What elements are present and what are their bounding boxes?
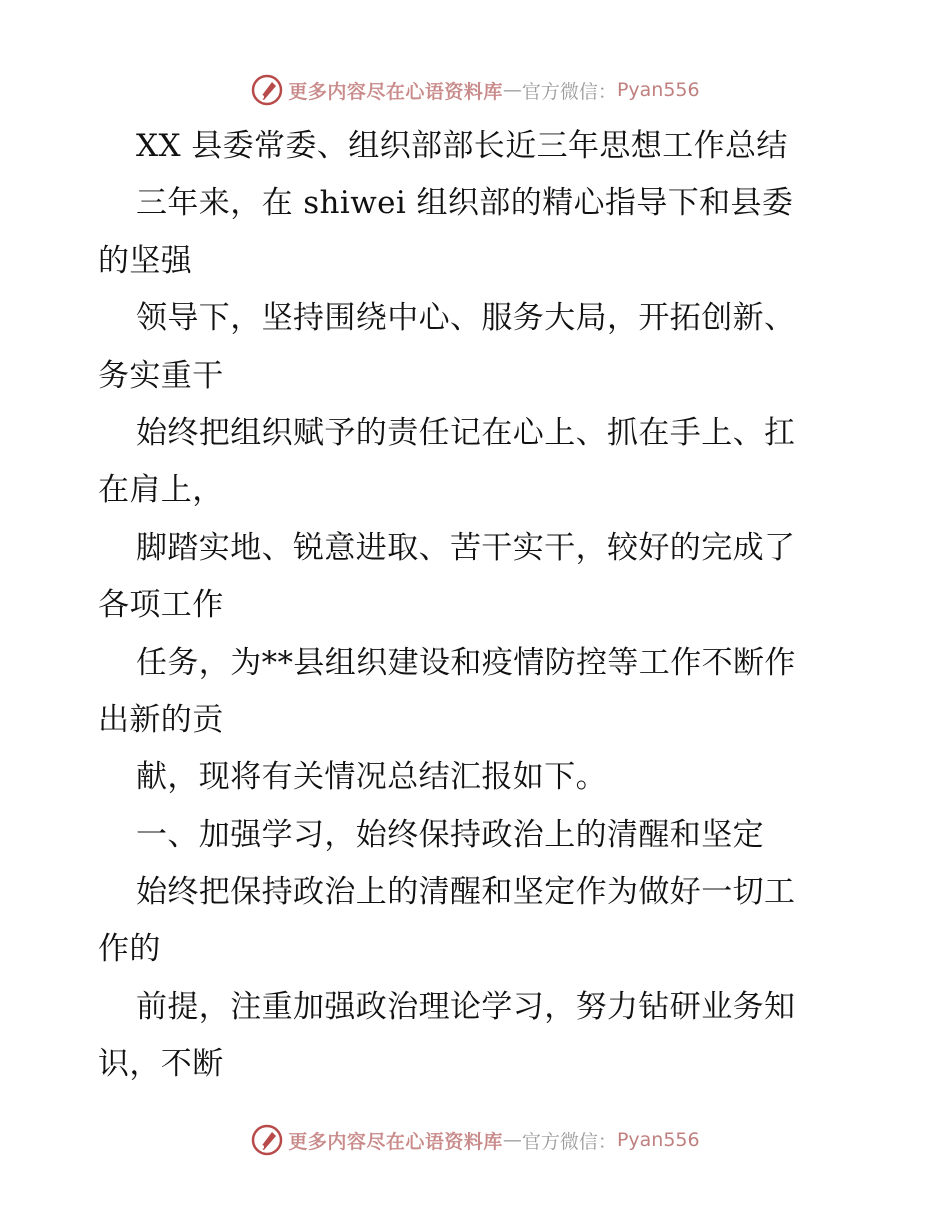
watermark-main-text: 更多内容尽在心语资料库: [288, 1130, 503, 1153]
document-line: 始终把组织赋予的责任记在心上、抓在手上、扛: [136, 414, 796, 451]
document-line: 任务，为**县组织建设和疫情防控等工作不断作: [136, 644, 796, 681]
watermark-wechat-id: Pyan556: [616, 1129, 700, 1151]
document-line: 在肩上，: [98, 472, 224, 509]
document-body: [98, 118, 858, 1094]
watermark-side-text: 官方微信：: [521, 80, 617, 103]
document-line: 三年来，在 shiwei 组织部的精心指导下和县委: [136, 185, 794, 222]
document-line: 始终把保持政治上的清醒和坚定作为做好一切工: [136, 874, 796, 911]
document-line: 的坚强: [98, 242, 193, 279]
document-line: 领导下，坚持围绕中心、服务大局，开拓创新、: [136, 300, 796, 337]
watermark-main-text: 更多内容尽在心语资料库: [288, 80, 503, 103]
watermark-side-text: 官方微信：: [521, 1130, 617, 1153]
document-line: 各项工作: [98, 587, 224, 624]
section-heading: 一、加强学习，始终保持政治上的清醒和坚定: [136, 816, 764, 853]
document-line: 务实重干: [98, 357, 224, 394]
document-line: 识，不断: [98, 1046, 224, 1083]
document-line: 献，现将有关情况总结汇报如下。: [136, 759, 607, 796]
document-line: 前提，注重加强政治理论学习，努力钻研业务知: [136, 988, 796, 1025]
watermark-wechat-id: Pyan556: [616, 79, 700, 101]
document-line: 作的: [98, 931, 161, 968]
header-watermark: [0, 70, 950, 110]
watermark-dash: —: [502, 1129, 522, 1151]
pen-nib-logo-icon: [250, 73, 284, 107]
document-line: 脚踏实地、锐意进取、苦干实干，较好的完成了: [136, 529, 796, 566]
document-title: XX 县委常委、组织部部长近三年思想工作总结: [136, 128, 788, 164]
document-line: 出新的贡: [98, 701, 224, 738]
pen-nib-logo-icon: [250, 1123, 284, 1157]
footer-watermark: [0, 1120, 950, 1160]
watermark-dash: —: [502, 79, 522, 101]
